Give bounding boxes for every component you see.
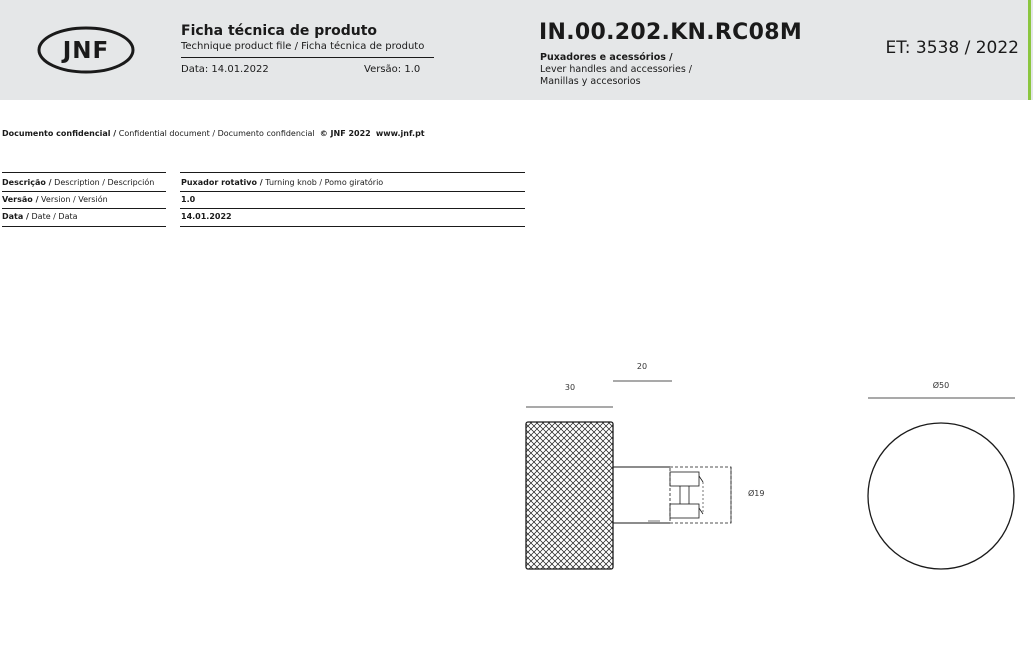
row-value: Puxador rotativo / Turning knob / Pomo giratório	[181, 178, 384, 187]
dimension-spindle-diameter	[731, 467, 764, 523]
dim-knob-diameter-label: Ø50	[932, 381, 950, 390]
knob-side-view	[526, 422, 731, 569]
website-link[interactable]: www.jnf.pt	[375, 129, 425, 138]
confidential-translation: Confidential document / Documento confidencial	[118, 129, 315, 138]
document-date: Data: 14.01.2022	[181, 64, 269, 75]
document-subtitle: Technique product file / Ficha técnica de produto	[181, 41, 425, 52]
row-value: 14.01.2022	[181, 212, 232, 221]
row-label: Data / Date / Data	[2, 212, 78, 221]
dimension-spindle-length	[613, 362, 672, 381]
row-value: 1.0	[181, 195, 196, 204]
product-code: IN.00.202.KN.RC08M	[539, 20, 803, 45]
logo-text: JNF	[62, 38, 110, 64]
dim-spindle-length-label: 20	[636, 362, 648, 371]
category-pt: Puxadores e acessórios /	[540, 52, 673, 63]
document-title: Ficha técnica de produto	[181, 23, 378, 39]
document-version: Versão: 1.0	[364, 64, 421, 75]
knob-front-view	[868, 423, 1014, 569]
dim-knob-length-label: 30	[564, 383, 576, 392]
category-es: Manillas y accesorios	[540, 76, 641, 87]
et-code: ET: 3538 / 2022	[885, 38, 1019, 58]
dimension-knob-diameter	[868, 380, 1015, 398]
dimension-knob-length	[526, 383, 613, 407]
confidential-label: Documento confidencial /	[2, 129, 117, 138]
row-label: Descrição / Description / Descripción	[2, 178, 155, 187]
row-label: Versão / Version / Versión	[2, 195, 108, 204]
dim-spindle-diameter-label: Ø19	[748, 489, 765, 498]
category-en: Lever handles and accessories /	[540, 64, 692, 75]
copyright: © JNF 2022	[319, 129, 371, 138]
